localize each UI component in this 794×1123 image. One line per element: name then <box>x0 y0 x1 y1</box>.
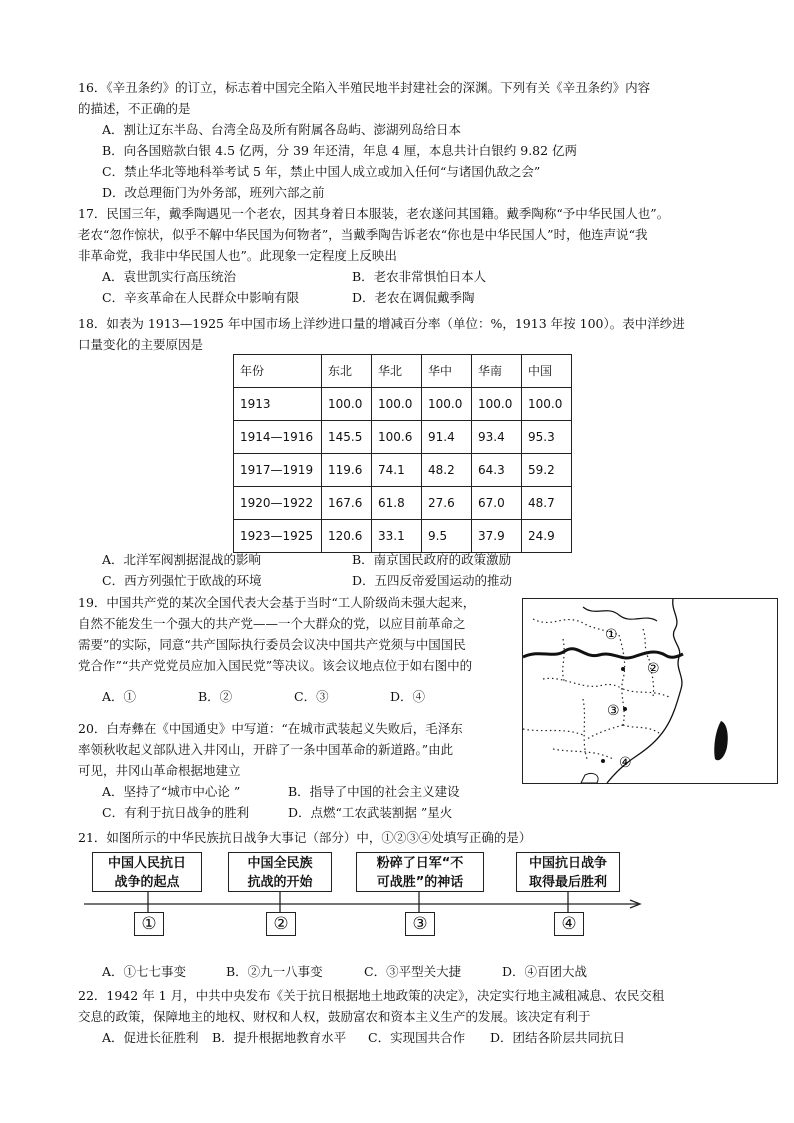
table-cell: 37.9 <box>472 520 522 553</box>
q19-stem-line1: 19．中国共产党的某次全国代表大会基于当时“工人阶级尚未强大起来， <box>78 595 476 610</box>
table-cell: 100.6 <box>372 421 422 454</box>
table-row <box>234 487 572 520</box>
timeline-box-2-line1: 中国全民族 <box>247 856 313 871</box>
table-cell: 61.8 <box>372 487 422 520</box>
q21-options <box>78 961 718 982</box>
table-row <box>234 454 572 487</box>
q20-stem-line2: 率领秋收起义部队进入井冈山，开辟了一条中国革命的新道路。”由此 <box>78 742 454 757</box>
q22-stem-line1: 22．1942 年 1 月，中共中央发布《关于抗日根据地土地政策的决定》，决定实行地主减租减息、农民交租 <box>78 988 665 1003</box>
map-point-2 <box>621 667 625 671</box>
q17-option-a: A．袁世凯实行高压统治 <box>102 269 237 284</box>
table-cell: 24.9 <box>522 520 572 553</box>
table-header-cell: 华中 <box>422 355 472 388</box>
q17-stem-line1: 17．民国三年，戴季陶遇见一个老农，因其身着日本服装，老农遂问其国籍。戴季陶称“予中华民国人也”。 <box>78 206 670 221</box>
table-row <box>234 520 572 553</box>
map-label-3: ③ <box>607 703 620 719</box>
table-header-cell: 华南 <box>472 355 522 388</box>
q18-option-d: D．五四反帝爱国运动的推动 <box>352 573 513 588</box>
timeline-box-2 <box>228 852 332 892</box>
timeline-box-4-line2: 取得最后胜利 <box>528 875 607 890</box>
timeline-number-3: ③ <box>405 912 435 936</box>
q21-option-c: C．③平型关大捷 <box>364 964 462 979</box>
q21-option-b: B．②九一八事变 <box>226 964 323 979</box>
question-21 <box>78 827 718 848</box>
table-header-row <box>234 355 572 388</box>
map-point-3 <box>623 707 627 711</box>
table-cell: 95.3 <box>522 421 572 454</box>
table-cell: 100.0 <box>422 388 472 421</box>
question-20 <box>78 718 518 823</box>
q19-stem-line4: 党合作”“共产党党员应加入国民党”等决议。该会议地点位于如右图中的 <box>78 658 473 673</box>
q18-data-table <box>233 354 572 553</box>
map-point-4 <box>601 759 605 763</box>
question-16 <box>78 77 718 203</box>
q19-option-a: A．① <box>102 689 137 704</box>
table-cell: 167.6 <box>322 487 372 520</box>
timeline-box-3-line1: 粉碎了日军“不 <box>376 856 464 871</box>
q18-options <box>78 549 718 591</box>
q18-option-c: C．西方列强忙于欧战的环境 <box>102 573 262 588</box>
table-cell: 93.4 <box>472 421 522 454</box>
q22-option-b: B．提升根据地教育水平 <box>212 1030 347 1045</box>
q20-option-b: B．指导了中国的社会主义建设 <box>288 784 460 799</box>
timeline-box-2-line2: 抗战的开始 <box>247 875 313 890</box>
river-upper <box>583 607 657 621</box>
timeline-number-2: ② <box>266 912 296 936</box>
q19-option-b: B．② <box>198 689 233 704</box>
question-17 <box>78 203 718 308</box>
table-cell: 59.2 <box>522 454 572 487</box>
map-label-1: ① <box>605 627 618 643</box>
table-cell: 91.4 <box>422 421 472 454</box>
table-header-cell: 年份 <box>234 355 322 388</box>
timeline-box-3-line2: 可战胜”的神话 <box>376 875 464 890</box>
china-map-figure <box>522 598 778 784</box>
map-drawing <box>523 599 777 783</box>
q16-option-b: B．向各国赔款白银 4.5 亿两，分 39 年还清，年息 4 厘，本息共计白银约 9.82 亿两 <box>102 143 578 158</box>
table-cell: 64.3 <box>472 454 522 487</box>
table-cell: 100.0 <box>472 388 522 421</box>
province-borders <box>523 619 669 759</box>
question-19 <box>78 592 518 707</box>
table-header-cell: 华北 <box>372 355 422 388</box>
q17-stem-line2: 老农“忽作惊状，似乎不解中华民国为何物者”，当戴季陶告诉老农“你也是中华民国人”时，他连声说“我 <box>78 227 648 242</box>
q18-option-b: B．南京国民政府的政策激励 <box>352 552 512 567</box>
q17-option-d: D．老农在调侃戴季陶 <box>352 290 475 305</box>
question-18 <box>78 313 718 355</box>
timeline-box-1 <box>92 852 202 892</box>
q21-stem: 21．如图所示的中华民族抗日战争大事记（部分）中，①②③④处填写正确的是） <box>78 830 532 845</box>
table-cell: 27.6 <box>422 487 472 520</box>
q17-stem-line3: 非革命党，我非中华民国人也”。此现象一定程度上反映出 <box>78 248 397 263</box>
q16-option-a: A．割让辽东半岛、台湾全岛及所有附属各岛屿、澎湖列岛给日本 <box>102 122 462 137</box>
table-cell: 74.1 <box>372 454 422 487</box>
q17-option-b: B．老农非常惧怕日本人 <box>352 269 487 284</box>
hainan-island <box>581 773 598 783</box>
table-cell: 48.2 <box>422 454 472 487</box>
q17-option-c: C．辛亥革命在人民群众中影响有限 <box>102 290 300 305</box>
q22-option-c: C．实现国共合作 <box>368 1030 466 1045</box>
table-cell: 1917—1919 <box>234 454 322 487</box>
timeline-number-4: ④ <box>554 912 584 936</box>
q16-option-c: C．禁止华北等地科举考试 5 年，禁止中国人成立或加入任何“与诸国仇敌之会” <box>102 164 541 179</box>
table-cell: 9.5 <box>422 520 472 553</box>
timeline-box-4-line1: 中国抗日战争 <box>528 856 607 871</box>
table-cell: 100.0 <box>522 388 572 421</box>
timeline-box-4 <box>516 852 620 892</box>
q18-stem-line2: 口量变化的主要原因是 <box>78 337 204 352</box>
timeline-number-1: ① <box>134 912 164 936</box>
table-cell: 120.6 <box>322 520 372 553</box>
q19-option-d: D．④ <box>390 689 426 704</box>
q18-option-a: A．北洋军阀割据混战的影响 <box>102 552 262 567</box>
table-cell: 1920—1922 <box>234 487 322 520</box>
timeline-box-3 <box>356 852 484 892</box>
q22-option-a: A．促进长征胜利 <box>102 1030 199 1045</box>
q16-option-d: D．改总理衙门为外务部，班列六部之前 <box>102 185 325 200</box>
timeline-box-1-line2: 战争的起点 <box>114 875 180 890</box>
q22-option-d: D．团结各阶层共同抗日 <box>490 1030 626 1045</box>
q20-option-a: A．坚持了“城市中心论 ” <box>102 784 241 799</box>
q22-stem-line2: 交息的政策，保障地主的地权、财权和人权，鼓励富农和资本主义生产的发展。该决定有利于 <box>78 1009 591 1024</box>
table-cell: 119.6 <box>322 454 372 487</box>
table-cell: 1923—1925 <box>234 520 322 553</box>
table-cell: 67.0 <box>472 487 522 520</box>
yangtze-river <box>523 649 683 658</box>
q21-option-a: A．①七七事变 <box>102 964 187 979</box>
q20-stem-line3: 可见，井冈山革命根据地建立 <box>78 763 241 778</box>
q20-stem-line1: 20．白寿彝在《中国通史》中写道：“在城市武装起义失败后，毛泽东 <box>78 721 463 736</box>
table-cell: 100.0 <box>322 388 372 421</box>
table-cell: 48.7 <box>522 487 572 520</box>
q18-stem-line1: 18．如表为 1913—1925 年中国市场上洋纱进口量的增减百分率（单位：%，1913 年按 100）。表中洋纱进 <box>78 316 685 331</box>
q20-option-d: D．点燃“工农武装割据 ”星火 <box>288 805 453 820</box>
q16-stem-line1: 16．《辛丑条约》的订立，标志着中国完全陷入半殖民地半封建社会的深渊。下列有关《辛丑条约》内容 <box>78 80 651 95</box>
table-row <box>234 388 572 421</box>
map-label-2: ② <box>647 661 660 677</box>
q19-stem-line2: 自然不能发生一个强大的共产党——一个大群众的党，以应目前革命之 <box>78 616 466 631</box>
table-cell: 1914—1916 <box>234 421 322 454</box>
table-row <box>234 421 572 454</box>
table-header-cell: 东北 <box>322 355 372 388</box>
timeline-box-1-line1: 中国人民抗日 <box>107 856 186 871</box>
q16-stem-line2: 的描述，不正确的是 <box>78 101 191 116</box>
table-cell: 145.5 <box>322 421 372 454</box>
q21-timeline <box>78 852 648 937</box>
q21-option-d: D．④百团大战 <box>502 964 588 979</box>
taiwan-island <box>714 721 728 760</box>
table-header-cell: 中国 <box>522 355 572 388</box>
table-cell: 33.1 <box>372 520 422 553</box>
q19-option-c: C．③ <box>294 689 329 704</box>
q19-stem-line3: 需要”的实际，同意“共产国际执行委员会议决中国共产党须与中国国民 <box>78 637 466 652</box>
question-22 <box>78 985 718 1048</box>
table-cell: 100.0 <box>372 388 422 421</box>
q20-option-c: C．有利于抗日战争的胜利 <box>102 805 250 820</box>
table-cell: 1913 <box>234 388 322 421</box>
map-label-4: ④ <box>619 755 632 771</box>
